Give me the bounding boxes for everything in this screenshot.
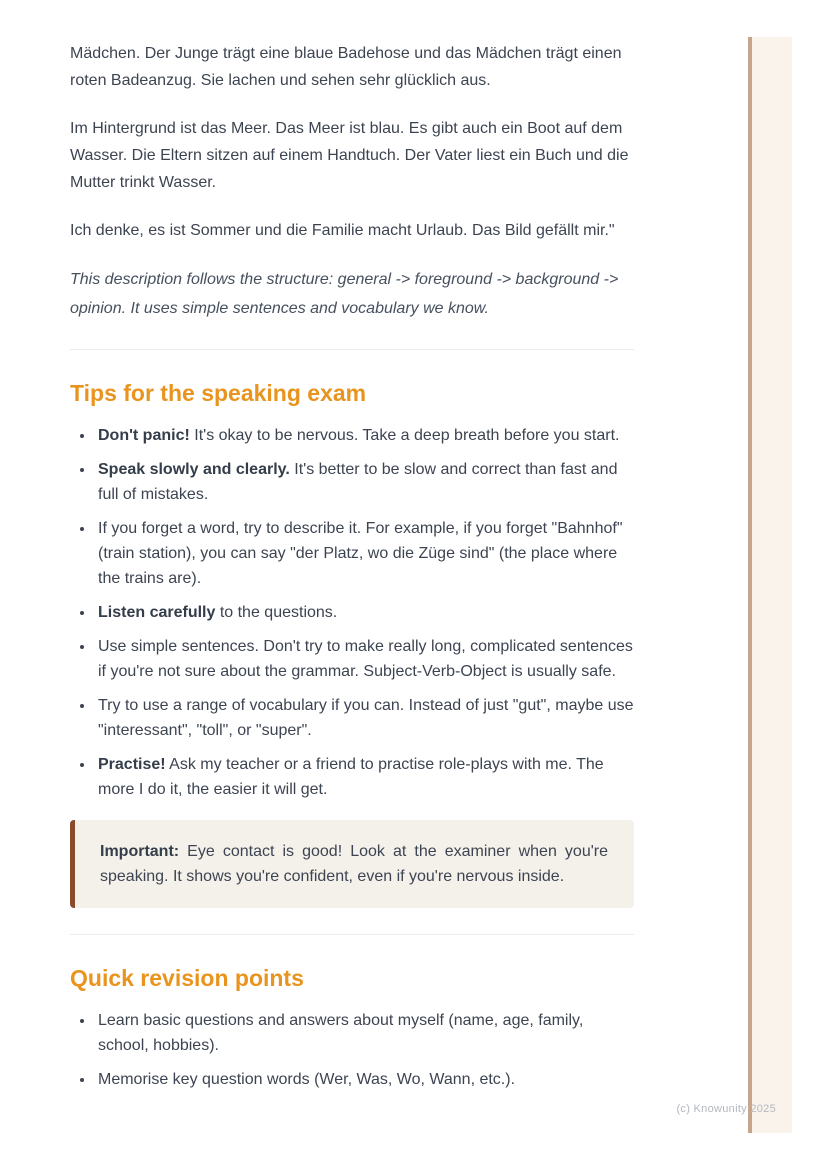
structure-note-italic: This description follows the structure: general -> foreground -> background -> opinion. It uses simple sentences and vocabulary we know. (70, 271, 619, 317)
list-item (95, 634, 634, 684)
list-item (95, 1008, 634, 1058)
paragraph-description-1: Mädchen. Der Junge trägt eine blaue Badehose und das Mädchen trägt einen roten Badeanzug. Sie lachen und sehen sehr glücklich aus. (70, 45, 622, 89)
list-item (95, 600, 634, 625)
list-item (95, 752, 634, 802)
list-item (95, 1067, 634, 1092)
section-divider (70, 349, 634, 350)
list-item-text: It's okay to be nervous. Take a deep breath before you start. (189, 427, 620, 444)
paragraph-description-2: Im Hintergrund ist das Meer. Das Meer ist blau. Es gibt auch ein Boot auf dem Wasser. Die Eltern sitzen auf einem Handtuch. Der Vater liest ein Buch und die Mutter trinkt Wasser. (70, 120, 629, 191)
list-item-text: Ask my teacher or a friend to practise role-plays with me. The more I do it, the easier it will get. (98, 756, 604, 798)
document-content (70, 36, 634, 1101)
list-item-text: Memorise key question words (Wer, Was, Wo, Wann, etc.). (98, 1071, 516, 1088)
page-edge-strip (748, 37, 792, 1133)
section-divider (70, 934, 634, 935)
paragraph-description-3: Ich denke, es ist Sommer und die Familie macht Urlaub. Das Bild gefällt mir." (70, 222, 615, 239)
list-item (95, 693, 634, 743)
list-item (95, 516, 634, 591)
callout-bold-label: Important: (100, 843, 180, 860)
callout-body-text: Eye contact is good! Look at the examiner when you're speaking. It shows you're confident, even if you're nervous inside. (100, 843, 608, 885)
list-item-text: to the questions. (215, 604, 338, 621)
list-item-bold: Speak slowly and clearly. (98, 461, 290, 478)
list-item-bold: Practise! (98, 756, 166, 773)
list-item (95, 423, 634, 448)
list-item-text: Learn basic questions and answers about myself (name, age, family, school, hobbies). (98, 1012, 584, 1054)
list-item-text: If you forget a word, try to describe it. For example, if you forget "Bahnhof" (train station), you can say "der Platz, wo die Züge sind" (the place where the trains are). (98, 520, 623, 587)
list-item-bold: Don't panic! (98, 427, 190, 444)
section-heading-tips: Tips for the speaking exam (70, 380, 367, 406)
revision-list (70, 1008, 634, 1092)
section-heading-revision: Quick revision points (70, 965, 304, 991)
callout-text (100, 839, 608, 889)
watermark: (c) Knowunity 2025 (676, 1103, 776, 1115)
list-item-text: It's better to be slow and correct than fast and full of mistakes. (98, 461, 618, 503)
list-item-text: Use simple sentences. Don't try to make really long, complicated sentences if you're not sure about the grammar. Subject-Verb-Object is usually safe. (98, 638, 633, 680)
tips-list (70, 423, 634, 802)
list-item-text: Try to use a range of vocabulary if you can. Instead of just "gut", maybe use "interessant", "toll", or "super". (98, 697, 634, 739)
important-callout (70, 820, 634, 908)
list-item (95, 457, 634, 507)
list-item-bold: Listen carefully (98, 604, 216, 621)
